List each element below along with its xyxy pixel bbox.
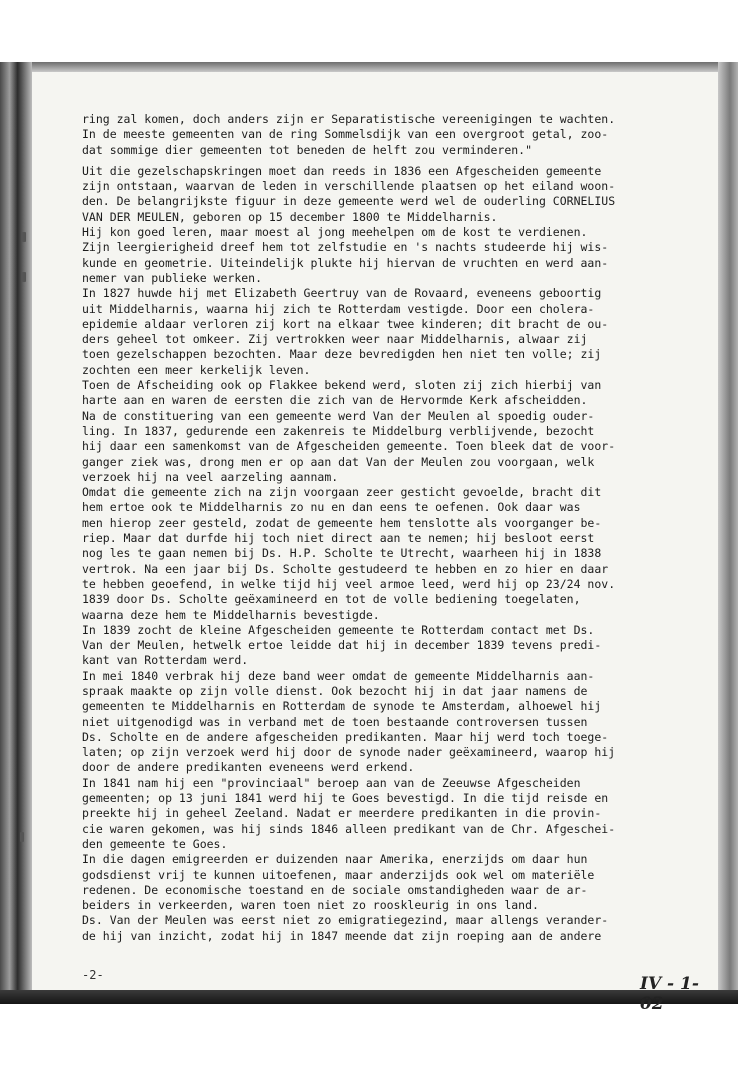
text-line: Ds. Scholte en de andere afgescheiden predikanten. Maar hij werd toch toege- [82,729,609,744]
text-line: ring zal komen, doch anders zijn er Separatistische vereenigingen te wachten. [82,112,616,126]
text-line: VAN DER MEULEN, geboren op 15 december 1800 te Middelharnis. [82,209,498,224]
text-line: ling. In 1837, gedurende een zakenreis te Middelburg verblijvende, bezocht [82,423,595,438]
page-number: -2- [82,968,104,982]
text-line: uit Middelharnis, waarna hij zich te Rotterdam vestigde. Door een cholera- [82,301,595,316]
text-line: vertrok. Na een jaar bij Ds. Scholte gestudeerd te hebben en zo hier en daar [82,561,609,576]
text-line: In 1839 zocht de kleine Afgescheiden gemeente te Rotterdam contact met Ds. [82,622,595,637]
text-line: den gemeente te Goes. [82,836,228,851]
paragraph [82,164,712,944]
text-line: Ds. Van der Meulen was eerst niet zo emigratiegezind, maar allengs verander- [82,913,609,928]
margin-punch-mark [22,232,26,242]
text-line: Zijn leergierigheid dreef hem tot zelfstudie en 's nachts studeerde hij wis- [82,240,609,255]
text-line: hem ertoe ook te Middelharnis zo nu en dan eens te oefenen. Ook daar was [82,500,581,515]
scan-right-edge [718,62,738,1004]
text-line: In 1827 huwde hij met Elizabeth Geertruy van de Rovaard, eveneens geboortig [82,286,602,301]
text-line: kant van Rotterdam werd. [82,653,249,668]
archive-code: IV - 1-02 [640,974,699,1014]
text-line: Hij kon goed leren, maar moest al jong meehelpen om de kost te verdienen. [82,225,588,240]
paper-sheet [32,72,718,1014]
text-line: Na de constituering van een gemeente werd Van der Meulen al spoedig ouder- [82,408,595,423]
text-line: Uit die gezelschapskringen moet dan reeds in 1836 een Afgescheiden gemeente [82,163,602,178]
text-line: In mei 1840 verbrak hij deze band weer omdat de gemeente Middelharnis aan- [82,668,595,683]
text-line: waarna deze hem te Middelharnis bevestigde. [82,607,380,622]
text-line: dat sommige dier gemeenten tot beneden de helft zou verminderen." [82,142,533,157]
text-line: redenen. De economische toestand en de sociale omstandigheden waar de ar- [82,882,588,897]
text-line: zijn ontstaan, waarvan de leden in verschillende plaatsen op het eiland woon- [82,179,616,194]
text-line: gemeenten te Middelharnis en Rotterdam de synode te Amsterdam, alhoewel hij [82,699,602,714]
scan-bottom-edge [0,990,738,1004]
text-line: verzoek hij na veel aarzeling aannam. [82,469,339,484]
text-line: In die dagen emigreerden er duizenden naar Amerika, enerzijds om daar hun [82,852,588,867]
text-line: niet uitgenodigd was in verband met de toen bestaande controversen tussen [82,714,588,729]
scan-top-edge [0,62,738,72]
typewritten-body [82,112,712,950]
text-line: godsdienst vrij te kunnen uitoefenen, maar anderzijds ook wel om materiële [82,867,595,882]
text-line: spraak maakte op zijn volle dienst. Ook bezocht hij in dat jaar namens de [82,683,588,698]
text-line: nemer van publieke werken. [82,270,263,285]
text-line: te hebben geoefend, in welke tijd hij veel armoe leed, werd hij op 23/24 nov. [82,576,616,591]
text-line: Omdat die gemeente zich na zijn voorgaan zeer gesticht gevoelde, bracht dit [82,485,602,500]
text-line: epidemie aldaar verloren zij kort na elkaar twee kinderen; dit bracht de ou- [82,316,609,331]
text-line: ders geheel tot omkeer. Zij vertrokken weer naar Middelharnis, alwaar zij [82,332,588,347]
text-line: laten; op zijn verzoek werd hij door de synode nader geëxamineerd, waarop hij [82,745,616,760]
text-line: Toen de Afscheiding ook op Flakkee bekend werd, sloten zij zich hierbij van [82,378,602,393]
margin-punch-mark [22,272,26,282]
text-line: cie waren gekomen, was hij sinds 1846 alleen predikant van de Chr. Afgeschei- [82,821,616,836]
text-line: door de andere predikanten eveneens werd erkend. [82,760,415,775]
binding-edge [0,62,32,1004]
text-line: hij daar een samenkomst van de Afgescheiden gemeente. Toen bleek dat de voor- [82,439,616,454]
text-line: nog les te gaan nemen bij Ds. H.P. Scholte te Utrecht, waarheen hij in 1838 [82,546,602,561]
text-line: den. De belangrijkste figuur in deze gemeente werd wel de ouderling CORNELIUS [82,194,616,209]
text-line: harte aan en waren de eersten die zich van de Hervormde Kerk afscheidden. [82,393,588,408]
text-line: gemeenten; op 13 juni 1841 werd hij te Goes bevestigd. In die tijd reisde en [82,791,609,806]
text-line: Van der Meulen, hetwelk ertoe leidde dat hij in december 1839 tevens predi- [82,638,602,653]
text-line: 1839 door Ds. Scholte geëxamineerd en tot de volle bediening toegelaten, [82,592,581,607]
text-line: In 1841 nam hij een "provinciaal" beroep aan van de Zeeuwse Afgescheiden [82,775,581,790]
text-line: toen gezelschappen bezochten. Maar deze bevredigden hen niet ten volle; zij [82,347,602,362]
text-line: de hij van inzicht, zodat hij in 1847 meende dat zijn roeping aan de andere [82,928,602,943]
text-line: kunde en geometrie. Uiteindelijk plukte hij hiervan de vruchten en werd aan- [82,255,609,270]
text-line: preekte hij in geheel Zeeland. Nadat er meerdere predikanten in die provin- [82,806,602,821]
text-line: ganger ziek was, drong men er op aan dat Van der Meulen zou voorgaan, welk [82,454,595,469]
margin-punch-mark [20,832,24,842]
text-line: riep. Maar dat durfde hij toch niet direct aan te nemen; hij besloot eerst [82,531,595,546]
text-line: beiders in verkeerden, waren toen niet zo rooskleurig in ons land. [82,898,539,913]
text-line: men hierop zeer gesteld, zodat de gemeente hem tenslotte als voorganger be- [82,515,602,530]
text-line: zochten een meer kerkelijk leven. [82,362,311,377]
paragraph [82,112,712,158]
text-line: In de meeste gemeenten van de ring Sommelsdijk van een overgroot getal, zoo- [82,127,609,142]
